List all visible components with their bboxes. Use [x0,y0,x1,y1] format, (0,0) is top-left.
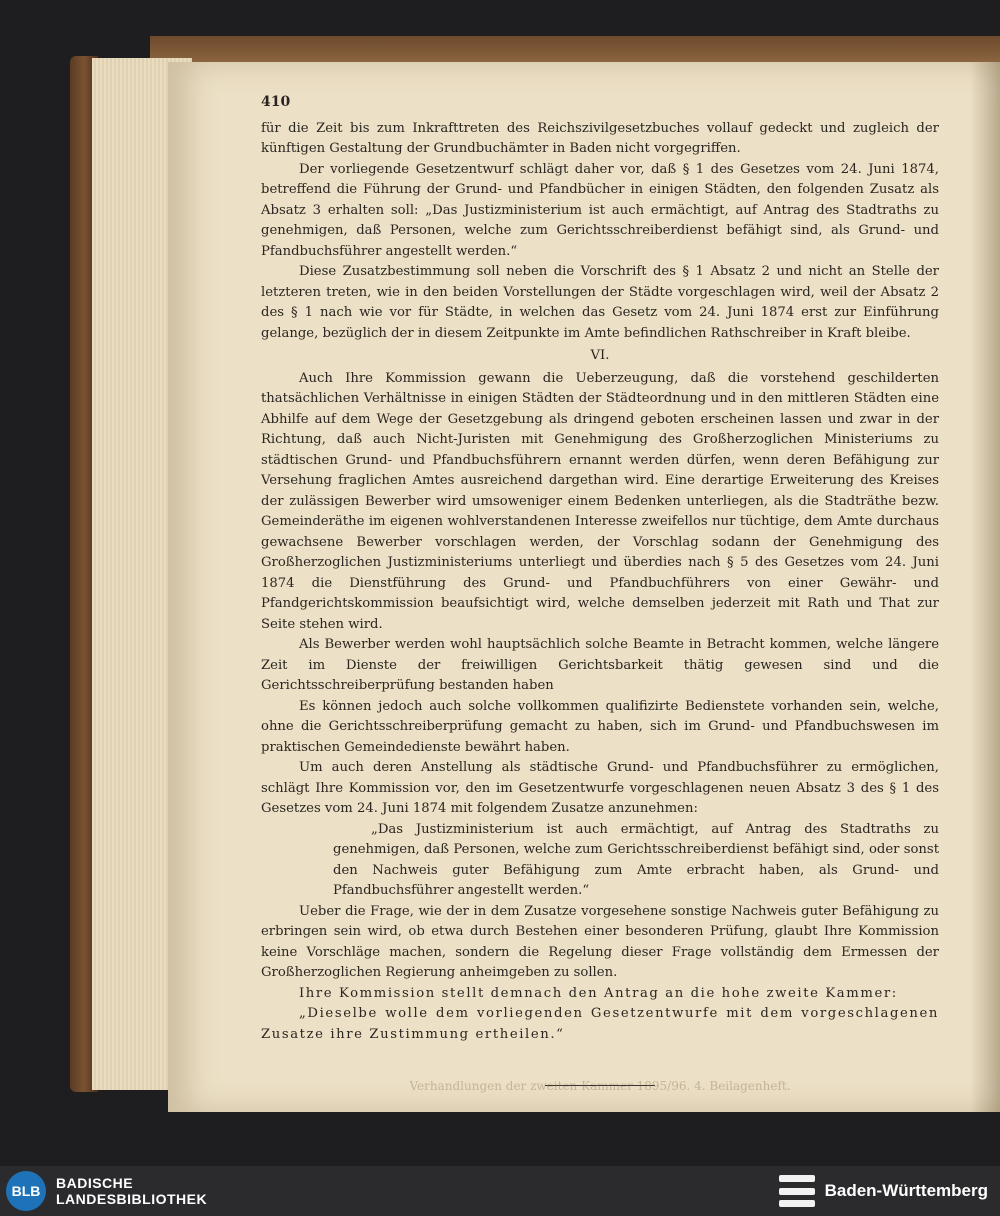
quote-text: „Das Justizministerium ist auch ermächtigt, auf Antrag des Stadtraths zu genehmigen, daß Personen, welche zum Gerichtsschreiberdienst befähigt sind, oder sonst den Nachweis guter Befähigung zum Amte erbracht haben, als Grund- und Pfandbuchsführer angestellt werden.“ [333,821,939,898]
page-number: 410 [261,94,291,110]
blb-logo-icon: BLB [6,1171,46,1211]
state-branding[interactable] [779,1175,988,1207]
section-number: VI. [590,348,610,363]
motion-quote: „Dieselbe wolle dem vorliegenden Gesetzentwurfe mit dem vorgeschlagenen Zusatze ihre Zustimmung ertheilen.“ [261,1006,939,1042]
library-branding[interactable] [6,1171,207,1211]
library-name-line2: LANDESBIBLIOTHEK [56,1191,208,1207]
page-content [261,92,939,1086]
library-name-line1: BADISCHE [56,1175,134,1191]
paragraph: Um auch deren Anstellung als städtische Grund- und Pfandbuchsführer zu ermöglichen, schlägt Ihre Kommission vor, den im Gesetzentwurfe vorgeschlagenen neuen Absatz 3 des § 1 des Gesetzes vom 24. Juni 1874 mit folgendem Zusatze anzunehmen: [261,760,939,816]
book-binding-top [150,36,1000,62]
paragraph: Als Bewerber werden wohl hauptsächlich solche Beamte in Betracht kommen, welche längere Zeit im Dienste der freiwilligen Gerichtsbarkeit thätig gewesen sind und die Gerichtsschreiberprüfung bestanden haben [261,637,939,693]
paragraph: Diese Zusatzbestimmung soll neben die Vorschrift des § 1 Absatz 2 und nicht an Stelle der letzteren treten, wie in den beiden Vorstellungen der Städte vorgeschlagen wird, weil der Absatz 2 des § 1 nach wie vor für Städte, in welchen das Gesetz vom 24. Juni 1874 erst zur Einführung gelange, bezüglich der in diesem Zeitpunkte im Amte befindlichen Rathschreiber in Kraft bleibe. [261,264,939,341]
state-name: Baden-Württemberg [824,1181,988,1200]
amendment-quote [333,820,939,902]
library-name [56,1175,207,1207]
paragraph: Auch Ihre Kommission gewann die Ueberzeugung, daß die vorstehend geschilderten thatsächlichen Verhältnisse in einigen Städten der Städteordnung und in den mittleren Städten eine Abhilfe auf dem Wege der Gesetzgebung als dringend geboten erscheinen lassen und zwar in der Richtung, daß auch Nicht-Juristen mit Genehmigung des Großherzoglichen Ministeriums zu städtischen Grund- und Pfandbuchsführern ernannt werden dürfen, wenn deren Befähigung zur Versehung fraglichen Amtes ausreichend dargethan wird. Eine derartige Erweiterung des Kreises der zulässigen Bewerber wird umsoweniger einem Bedenken unterliegen, als die Stadträthe bezw. Gemeinderäthe im eigenen wohlverstandenen Interesse zweifellos nur tüchtige, dem Amte durchaus gewachsene Bewerber vorschlagen werden, der Vorschlag sodann der Genehmigung des Großherzoglichen Justizministeriums unterliegt und überdies nach § 5 des Gesetzes vom 24. Juni 1874 die Dienstführung des Grund- und Pfandbuchführers von einer Gewähr- und Pfandgerichtskommission beaufsichtigt wird, welche demselben jederzeit mit Rath und That zur Seite stehen wird. [261,370,939,632]
page-shadow [970,62,1000,1112]
paragraph: Ueber die Frage, wie der in dem Zusatze vorgesehene sonstige Nachweis guter Befähigung zu erbringen sein wird, ob etwa durch Bestehen einer besonderen Prüfung, glaubt Ihre Kommission keine Vorschläge machen, sondern die Regelung dieser Frage vollständig dem Ermessen der Großherzoglichen Regierung anheimgeben zu sollen. [261,903,939,980]
baden-wuerttemberg-lions-icon [779,1175,815,1207]
footer-bar [0,1166,1000,1216]
paragraph: Es können jedoch auch solche vollkommen qualifizirte Bedienstete vorhanden sein, welche, ohne die Gerichtsschreiberprüfung gemacht zu haben, sich im Grund- und Pfandbuchswesen im praktischen Gemeindedienste bewährt haben. [261,698,939,755]
bleed-through-text: Verhandlungen der zweiten Kammer 1895/96. 4. Beilagenheft. [409,1079,791,1093]
paragraph: für die Zeit bis zum Inkrafttreten des Reichszivilgesetzbuches vollauf gedeckt und zugleich der künftigen Gestaltung der Grundbuchämter in Baden nicht vorgegriffen. [261,120,939,156]
paragraph: Der vorliegende Gesetzentwurf schlägt daher vor, daß § 1 des Gesetzes vom 24. Juni 1874, betreffend die Führung der Grund- und Pfandbücher in einigen Städten, den folgenden Zusatz als Absatz 3 erhalten soll: „Das Justizministerium ist auch ermächtigt, auf Antrag des Stadtraths zu genehmigen, daß Personen, welche zum Gerichtsschreiberdienst befähigt sind, als Grund- und Pfandbuchsführer angestellt werden.“ [261,161,939,259]
book-page [168,62,1000,1112]
motion-text: Ihre Kommission stellt demnach den Antrag an die hohe zweite Kammer: [299,985,898,1001]
